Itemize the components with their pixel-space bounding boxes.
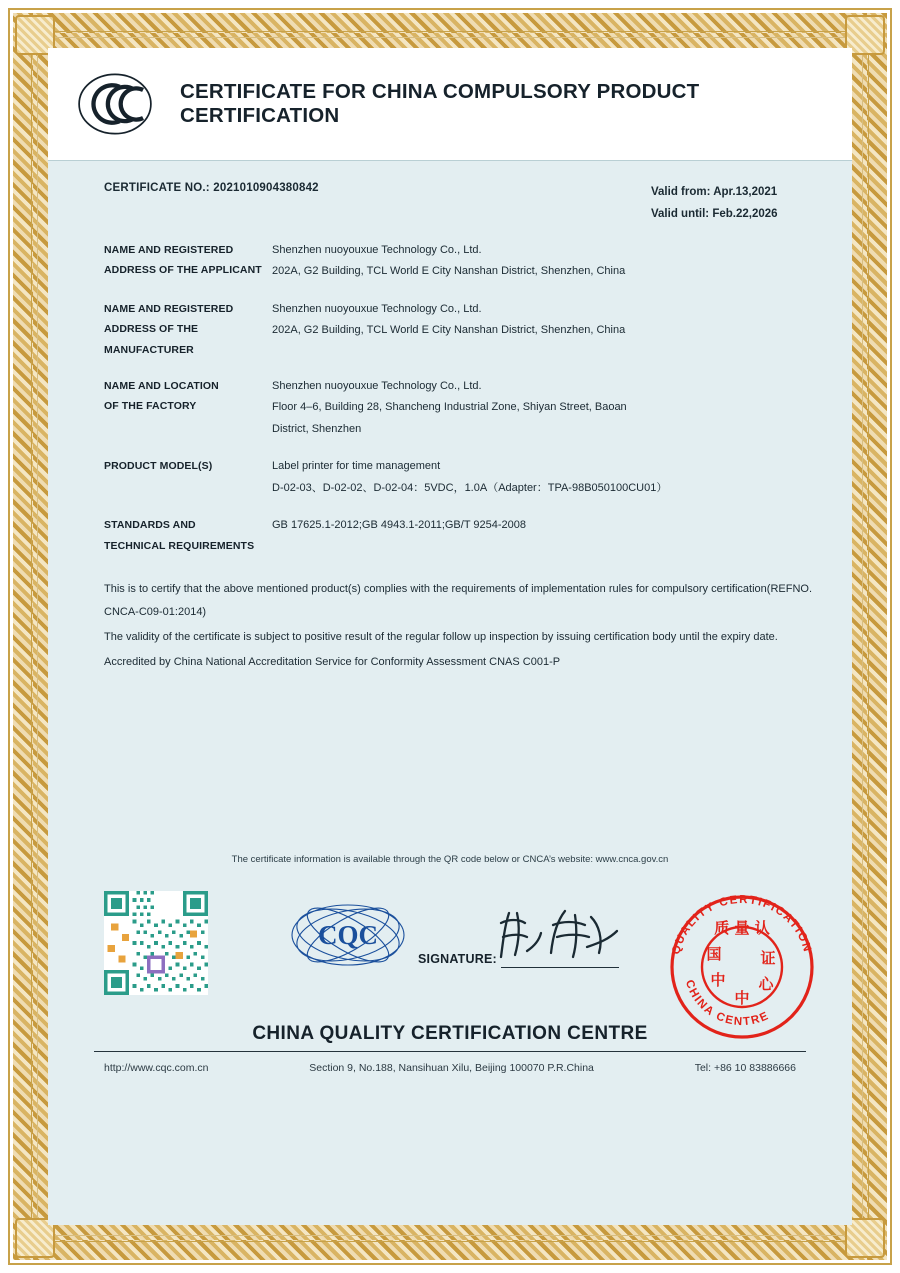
signature-label: SIGNATURE: xyxy=(418,952,497,967)
svg-text:CQC: CQC xyxy=(318,920,378,951)
certificate-header xyxy=(48,48,852,160)
field-standards xyxy=(104,515,812,556)
field-label-line: MANUFACTURER xyxy=(104,343,194,356)
organisation-name: CHINA QUALITY CERTIFICATION CENTRE xyxy=(252,1023,648,1045)
field-value-line: Floor 4–6, Building 28, Shancheng Industrial Zone, Shiyan Street, Baoan xyxy=(272,401,627,414)
field-value-line: Shenzhen nuoyouxue Technology Co., Ltd. xyxy=(272,243,482,256)
field-value-line: District, Shenzhen xyxy=(272,422,362,435)
qr-info-note: The certificate information is available through the QR code below or CNCA’s website: www.cnca.gov.cn xyxy=(231,854,669,866)
field-value xyxy=(272,240,812,283)
qr-code-icon[interactable] xyxy=(104,891,208,995)
svg-text:QUALITY CERTIFICATION: QUALITY CERTIFICATION xyxy=(670,894,814,957)
field-value xyxy=(272,299,812,360)
statement-compliance: This is to certify that the above mentioned product(s) complies with the requirements of implementation rules for compulsory certification(REFNO. CNCA-C09-01:2014) xyxy=(104,583,812,619)
svg-text:中: 中 xyxy=(734,989,750,1008)
signature-area xyxy=(418,923,619,968)
field-value-line: Label printer for time management xyxy=(272,460,441,473)
field-label-line: TECHNICAL REQUIREMENTS xyxy=(104,539,255,552)
field-label-line: OF THE FACTORY xyxy=(104,400,197,413)
field-value-line: Shenzhen nuoyouxue Technology Co., Ltd. xyxy=(272,302,482,315)
certificate-footer-marks xyxy=(48,875,852,1051)
blank-area xyxy=(48,676,852,848)
statement-accreditation: Accredited by China National Accreditation Service for Conformity Assessment CNAS C001-P xyxy=(104,656,561,669)
field-label xyxy=(104,299,272,360)
certificate-number-row xyxy=(48,160,852,226)
svg-text:中: 中 xyxy=(710,971,726,990)
field-value-line: Shenzhen nuoyouxue Technology Co., Ltd. xyxy=(272,379,482,392)
field-label-line: NAME AND REGISTERED xyxy=(104,302,234,315)
validity-block xyxy=(651,182,816,226)
signature-line xyxy=(501,923,619,968)
field-value-line: GB 17625.1-2012;GB 4943.1-2011;GB/T 9254-2008 xyxy=(272,519,526,532)
cqc-logo-icon xyxy=(288,895,408,991)
page-title: CERTIFICATE FOR CHINA COMPULSORY PRODUCT CERTIFICATION xyxy=(180,80,700,127)
field-label xyxy=(104,240,272,283)
field-label xyxy=(104,515,272,556)
field-value xyxy=(272,376,812,440)
field-label xyxy=(104,376,272,440)
field-factory xyxy=(104,376,812,440)
svg-text:质 量 认: 质 量 认 xyxy=(714,919,770,938)
field-label-line: ADDRESS OF THE xyxy=(104,323,199,336)
field-label xyxy=(104,456,272,499)
statement-validity: The validity of the certificate is subject to positive result of the regular follow up inspection by issuing certification body until the expiry date. xyxy=(104,631,778,644)
valid-until-value: Feb.22,2026 xyxy=(712,207,778,220)
field-label-line: PRODUCT MODEL(S) xyxy=(104,460,213,473)
field-label-line: NAME AND LOCATION xyxy=(104,379,219,392)
statement-block xyxy=(48,572,852,674)
field-value-line: 202A, G2 Building, TCL World E City Nanshan District, Shenzhen, China xyxy=(272,324,626,336)
certificate-number xyxy=(104,182,319,226)
field-value-line: 202A, G2 Building, TCL World E City Nanshan District, Shenzhen, China xyxy=(272,265,626,278)
svg-text:CHINA: CHINA CENTRE xyxy=(682,978,772,1029)
svg-text:国: 国 xyxy=(706,945,722,964)
svg-text:心: 心 xyxy=(758,975,774,994)
handwritten-signature-icon xyxy=(495,907,625,965)
field-value xyxy=(272,456,812,499)
field-list xyxy=(48,226,852,556)
field-label-line: ADDRESS OF THE APPLICANT xyxy=(104,264,262,277)
field-applicant xyxy=(104,240,812,283)
footer-telephone: Tel: +86 10 83886666 xyxy=(694,1062,796,1075)
valid-until-row xyxy=(651,204,816,226)
document-body xyxy=(48,48,852,1225)
valid-from-row xyxy=(651,182,816,204)
footer-address: Section 9, No.188, Nansihuan Xilu, Beijing 100070 P.R.China xyxy=(309,1062,594,1075)
field-value xyxy=(272,515,812,556)
ccc-mark-icon xyxy=(76,71,154,137)
valid-until-label: Valid until: xyxy=(651,207,710,220)
footer xyxy=(48,1052,852,1074)
field-value-line: D-02-03、D-02-02、D-02-04：5VDC，1.0A（Adapter：TPA-98B050100CU01） xyxy=(272,481,668,494)
svg-text:证: 证 xyxy=(760,949,776,968)
field-label-line: STANDARDS AND xyxy=(104,519,196,532)
valid-from-value: Apr.13,2021 xyxy=(713,186,778,198)
certificate-content xyxy=(48,160,852,1225)
certificate-number-value: 2021010904380842 xyxy=(213,182,319,194)
valid-from-label: Valid from: xyxy=(651,186,711,198)
field-manufacturer xyxy=(104,299,812,360)
footer-website[interactable]: http://www.cqc.com.cn xyxy=(104,1062,209,1075)
certificate-number-label: CERTIFICATE NO.: xyxy=(104,182,210,194)
field-label-line: NAME AND REGISTERED xyxy=(104,243,234,256)
field-product-models xyxy=(104,456,812,499)
